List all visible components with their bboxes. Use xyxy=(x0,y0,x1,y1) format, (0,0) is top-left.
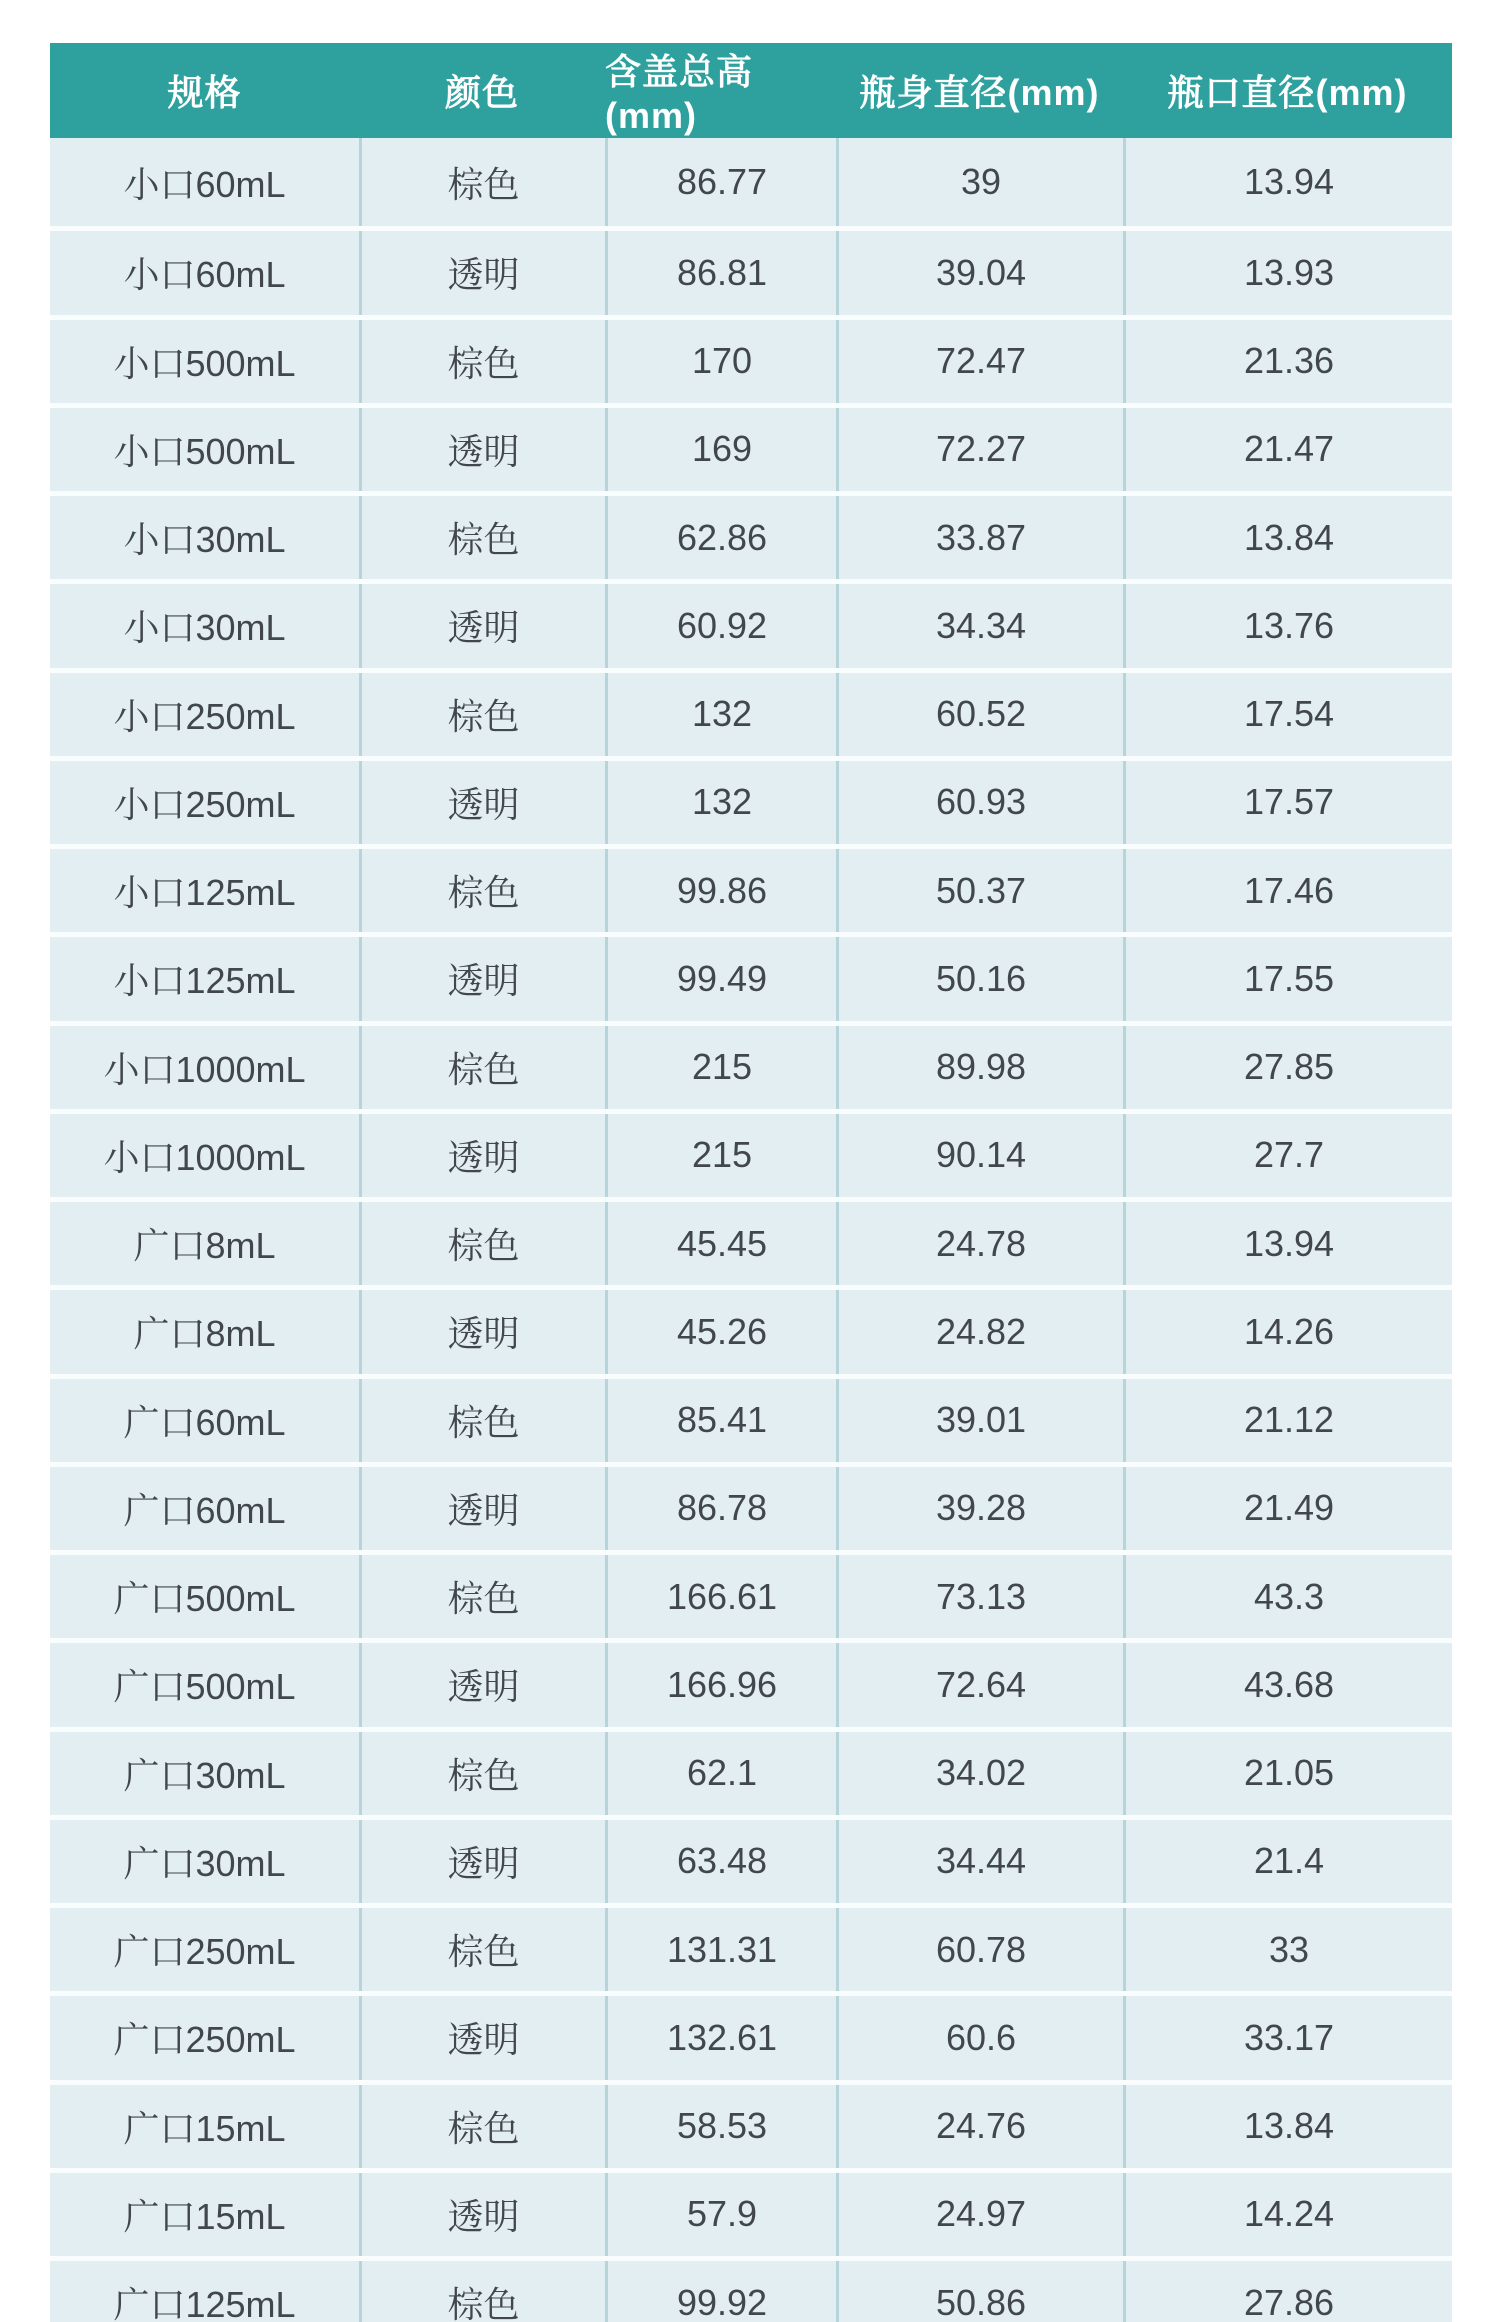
cell-body-diameter: 24.76 xyxy=(836,2085,1123,2168)
table-row xyxy=(50,403,1452,491)
cell-color: 透明 xyxy=(359,2173,605,2256)
cell-color: 棕色 xyxy=(359,2085,605,2168)
cell-mouth-diameter: 21.05 xyxy=(1123,1732,1452,1815)
cell-mouth-diameter: 17.46 xyxy=(1123,849,1452,932)
cell-body-diameter: 90.14 xyxy=(836,1114,1123,1197)
table-body xyxy=(50,138,1452,2322)
table-row xyxy=(50,756,1452,844)
cell-body-diameter: 60.93 xyxy=(836,761,1123,844)
cell-mouth-diameter: 33.17 xyxy=(1123,1996,1452,2079)
cell-color: 棕色 xyxy=(359,320,605,403)
cell-color: 棕色 xyxy=(359,673,605,756)
cell-spec: 小口500mL xyxy=(113,430,296,472)
table-row xyxy=(50,1197,1452,1285)
cell-spec: 广口60mL xyxy=(123,1401,286,1443)
spec-table xyxy=(50,43,1452,2322)
cell-mouth-diameter: 27.86 xyxy=(1123,2261,1452,2322)
table-row xyxy=(50,932,1452,1020)
cell-color: 棕色 xyxy=(359,138,605,226)
cell-spec: 小口125mL xyxy=(113,872,296,914)
cell-spec: 广口250mL xyxy=(113,1931,296,1973)
cell-body-diameter: 33.87 xyxy=(836,496,1123,579)
table-row xyxy=(50,668,1452,756)
cell-total-height: 166.61 xyxy=(605,1555,836,1638)
cell-total-height: 132 xyxy=(605,673,836,756)
table-row xyxy=(50,1815,1452,1903)
cell-color: 棕色 xyxy=(359,1379,605,1462)
cell-total-height: 170 xyxy=(605,320,836,403)
cell-body-diameter: 24.97 xyxy=(836,2173,1123,2256)
cell-color: 透明 xyxy=(359,584,605,667)
cell-total-height: 62.86 xyxy=(605,496,836,579)
cell-mouth-diameter: 21.4 xyxy=(1123,1820,1452,1903)
cell-body-diameter: 72.47 xyxy=(836,320,1123,403)
cell-body-diameter: 50.86 xyxy=(836,2261,1123,2322)
cell-spec: 广口30mL xyxy=(123,1842,286,1884)
cell-mouth-diameter: 33 xyxy=(1123,1908,1452,1991)
cell-total-height: 99.92 xyxy=(605,2261,836,2322)
cell-mouth-diameter: 21.47 xyxy=(1123,408,1452,491)
cell-spec: 小口250mL xyxy=(113,695,296,737)
table-row xyxy=(50,1021,1452,1109)
table-row xyxy=(50,2080,1452,2168)
cell-total-height: 215 xyxy=(605,1114,836,1197)
cell-body-diameter: 60.78 xyxy=(836,1908,1123,1991)
table-row xyxy=(50,844,1452,932)
cell-mouth-diameter: 27.7 xyxy=(1123,1114,1452,1197)
table-row xyxy=(50,491,1452,579)
column-header-spec: 规格 xyxy=(167,72,242,113)
cell-mouth-diameter: 13.84 xyxy=(1123,496,1452,579)
column-header-body-diameter: 瓶身直径(mm) xyxy=(859,72,1100,113)
cell-color: 透明 xyxy=(359,937,605,1020)
cell-total-height: 99.86 xyxy=(605,849,836,932)
table-row xyxy=(50,1285,1452,1373)
table-row xyxy=(50,1462,1452,1550)
cell-mouth-diameter: 14.26 xyxy=(1123,1290,1452,1373)
cell-total-height: 131.31 xyxy=(605,1908,836,1991)
cell-color: 棕色 xyxy=(359,1555,605,1638)
cell-spec: 广口15mL xyxy=(123,2107,286,2149)
cell-spec: 广口15mL xyxy=(123,2195,286,2237)
cell-color: 棕色 xyxy=(359,1026,605,1109)
cell-mouth-diameter: 17.55 xyxy=(1123,937,1452,1020)
cell-color: 透明 xyxy=(359,1643,605,1726)
cell-spec: 小口30mL xyxy=(123,607,286,649)
cell-mouth-diameter: 13.76 xyxy=(1123,584,1452,667)
cell-body-diameter: 34.02 xyxy=(836,1732,1123,1815)
cell-total-height: 63.48 xyxy=(605,1820,836,1903)
cell-color: 棕色 xyxy=(359,2261,605,2322)
cell-color: 透明 xyxy=(359,1996,605,2079)
cell-total-height: 45.26 xyxy=(605,1290,836,1373)
table-row xyxy=(50,315,1452,403)
cell-body-diameter: 50.16 xyxy=(836,937,1123,1020)
cell-spec: 小口1000mL xyxy=(103,1136,306,1178)
table-header-row xyxy=(50,43,1452,138)
cell-spec: 广口125mL xyxy=(113,2284,296,2322)
cell-mouth-diameter: 43.68 xyxy=(1123,1643,1452,1726)
cell-mouth-diameter: 43.3 xyxy=(1123,1555,1452,1638)
cell-total-height: 57.9 xyxy=(605,2173,836,2256)
cell-total-height: 99.49 xyxy=(605,937,836,1020)
cell-body-diameter: 60.6 xyxy=(836,1996,1123,2079)
column-header-color: 颜色 xyxy=(444,72,519,113)
cell-mouth-diameter: 27.85 xyxy=(1123,1026,1452,1109)
cell-mouth-diameter: 21.49 xyxy=(1123,1467,1452,1550)
cell-color: 棕色 xyxy=(359,849,605,932)
cell-mouth-diameter: 21.36 xyxy=(1123,320,1452,403)
cell-body-diameter: 60.52 xyxy=(836,673,1123,756)
cell-total-height: 132 xyxy=(605,761,836,844)
cell-spec: 小口125mL xyxy=(113,960,296,1002)
cell-spec: 小口30mL xyxy=(123,519,286,561)
cell-mouth-diameter: 21.12 xyxy=(1123,1379,1452,1462)
cell-spec: 小口250mL xyxy=(113,783,296,825)
cell-color: 透明 xyxy=(359,231,605,314)
table-row xyxy=(50,2168,1452,2256)
table-row xyxy=(50,2256,1452,2322)
cell-mouth-diameter: 13.93 xyxy=(1123,231,1452,314)
cell-color: 透明 xyxy=(359,761,605,844)
cell-body-diameter: 50.37 xyxy=(836,849,1123,932)
cell-spec: 广口500mL xyxy=(113,1578,296,1620)
cell-body-diameter: 24.82 xyxy=(836,1290,1123,1373)
cell-body-diameter: 89.98 xyxy=(836,1026,1123,1109)
cell-mouth-diameter: 17.54 xyxy=(1123,673,1452,756)
cell-total-height: 132.61 xyxy=(605,1996,836,2079)
cell-color: 透明 xyxy=(359,1290,605,1373)
column-header-total-height: 含盖总高(mm) xyxy=(605,51,754,136)
cell-body-diameter: 34.34 xyxy=(836,584,1123,667)
cell-total-height: 58.53 xyxy=(605,2085,836,2168)
table-row xyxy=(50,1374,1452,1462)
cell-mouth-diameter: 13.94 xyxy=(1123,1202,1452,1285)
cell-mouth-diameter: 13.94 xyxy=(1123,138,1452,226)
column-header-mouth-diameter: 瓶口直径(mm) xyxy=(1167,72,1408,113)
cell-spec: 广口8mL xyxy=(133,1313,276,1355)
table-row xyxy=(50,1109,1452,1197)
cell-color: 棕色 xyxy=(359,496,605,579)
cell-spec: 广口30mL xyxy=(123,1754,286,1796)
cell-total-height: 86.77 xyxy=(605,138,836,226)
cell-spec: 广口8mL xyxy=(133,1225,276,1267)
cell-body-diameter: 34.44 xyxy=(836,1820,1123,1903)
cell-spec: 小口60mL xyxy=(123,163,286,205)
cell-color: 棕色 xyxy=(359,1908,605,1991)
cell-total-height: 215 xyxy=(605,1026,836,1109)
cell-color: 透明 xyxy=(359,1467,605,1550)
cell-mouth-diameter: 14.24 xyxy=(1123,2173,1452,2256)
cell-total-height: 86.78 xyxy=(605,1467,836,1550)
table-row xyxy=(50,1638,1452,1726)
cell-spec: 小口60mL xyxy=(123,254,286,296)
cell-mouth-diameter: 13.84 xyxy=(1123,2085,1452,2168)
table-row xyxy=(50,138,1452,226)
cell-total-height: 169 xyxy=(605,408,836,491)
cell-body-diameter: 24.78 xyxy=(836,1202,1123,1285)
table-row xyxy=(50,1903,1452,1991)
cell-body-diameter: 39.04 xyxy=(836,231,1123,314)
table-row xyxy=(50,1550,1452,1638)
cell-color: 透明 xyxy=(359,1820,605,1903)
cell-body-diameter: 72.27 xyxy=(836,408,1123,491)
cell-total-height: 45.45 xyxy=(605,1202,836,1285)
cell-total-height: 62.1 xyxy=(605,1732,836,1815)
cell-body-diameter: 72.64 xyxy=(836,1643,1123,1726)
cell-total-height: 166.96 xyxy=(605,1643,836,1726)
cell-spec: 广口500mL xyxy=(113,1666,296,1708)
cell-total-height: 85.41 xyxy=(605,1379,836,1462)
cell-body-diameter: 73.13 xyxy=(836,1555,1123,1638)
cell-color: 透明 xyxy=(359,408,605,491)
table-row xyxy=(50,1991,1452,2079)
cell-spec: 广口250mL xyxy=(113,2019,296,2061)
cell-color: 棕色 xyxy=(359,1202,605,1285)
table-row xyxy=(50,226,1452,314)
cell-color: 棕色 xyxy=(359,1732,605,1815)
cell-spec: 小口500mL xyxy=(113,342,296,384)
cell-body-diameter: 39 xyxy=(836,138,1123,226)
cell-spec: 广口60mL xyxy=(123,1489,286,1531)
cell-total-height: 60.92 xyxy=(605,584,836,667)
cell-total-height: 86.81 xyxy=(605,231,836,314)
cell-body-diameter: 39.28 xyxy=(836,1467,1123,1550)
cell-body-diameter: 39.01 xyxy=(836,1379,1123,1462)
table-row xyxy=(50,579,1452,667)
cell-color: 透明 xyxy=(359,1114,605,1197)
cell-spec: 小口1000mL xyxy=(103,1048,306,1090)
table-row xyxy=(50,1727,1452,1815)
cell-mouth-diameter: 17.57 xyxy=(1123,761,1452,844)
